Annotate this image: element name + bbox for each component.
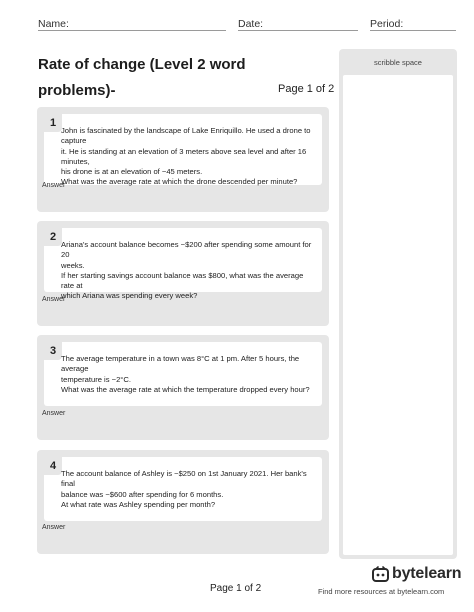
period-line[interactable] (370, 30, 456, 31)
question-1-line-3: his drone is at an elevation of −45 meters. (61, 167, 203, 177)
question-text-3 (61, 354, 317, 395)
question-3-line-3: What was the average rate at which the temperature dropped every hour? (61, 384, 310, 394)
page-indicator-top: Page 1 of 2 (278, 83, 335, 95)
answer-label-3: Answer (42, 410, 66, 417)
question-3-line-1: The average temperature in a town was 8°C at 1 pm. After 5 hours, the average (61, 354, 300, 374)
bytelearn-logo-icon (372, 566, 389, 582)
question-body-4 (44, 457, 322, 521)
question-card-2 (37, 221, 329, 326)
question-text-2 (61, 240, 317, 302)
brand-name: bytelearn (392, 565, 462, 582)
page-indicator-bottom: Page 1 of 2 (210, 583, 262, 594)
question-4-line-3: At what rate was Ashley spending per month? (61, 499, 216, 509)
question-number-1: 1 (44, 114, 62, 132)
question-text-1 (61, 126, 317, 188)
scribble-label: scribble space (374, 58, 422, 67)
question-1-line-4: What was the average rate at which the drone descended per minute? (61, 177, 298, 187)
brand-tagline: Find more resources at bytelearn.com (318, 587, 445, 596)
answer-label-2: Answer (42, 296, 66, 303)
question-2-line-4: which Ariana was spending every week? (61, 291, 198, 301)
scribble-panel (339, 49, 457, 559)
period-label: Period: (370, 18, 404, 30)
question-body-1 (44, 114, 322, 185)
question-4-line-1: The account balance of Ashley is −$250 on 1st January 2021. Her bank's final (61, 469, 307, 489)
question-card-1 (37, 107, 329, 212)
question-number-2: 2 (44, 228, 62, 246)
question-2-line-2: weeks. (61, 260, 85, 270)
worksheet-title-line2: problems)- (38, 82, 116, 99)
question-3-line-2: temperature is −2°C. (61, 374, 131, 384)
question-card-3 (37, 335, 329, 440)
question-1-line-2: it. He is standing at an elevation of 3 meters above sea level and after 16 minutes, (61, 146, 307, 166)
question-2-line-1: Ariana's account balance becomes −$200 after spending some amount for 20 (61, 240, 312, 260)
question-number-3: 3 (44, 342, 62, 360)
name-line[interactable] (38, 30, 226, 31)
scribble-area[interactable] (343, 75, 453, 555)
answer-label-4: Answer (42, 524, 66, 531)
question-number-4: 4 (44, 457, 62, 475)
question-body-3 (44, 342, 322, 406)
question-4-line-2: balance was −$600 after spending for 6 months. (61, 489, 224, 499)
answer-label-1: Answer (42, 182, 66, 189)
worksheet-title-line1: Rate of change (Level 2 word (38, 56, 246, 73)
worksheet-title (38, 52, 258, 104)
question-card-4 (37, 450, 329, 554)
date-label: Date: (238, 18, 264, 30)
question-2-line-3: If her starting savings account balance was $800, what was the average rate at (61, 270, 304, 291)
date-line[interactable] (238, 30, 358, 31)
name-label: Name: (38, 18, 69, 30)
question-text-4 (61, 469, 317, 510)
question-1-line-1: John is fascinated by the landscape of Lake Enriquillo. He used a drone to capture (61, 126, 311, 146)
